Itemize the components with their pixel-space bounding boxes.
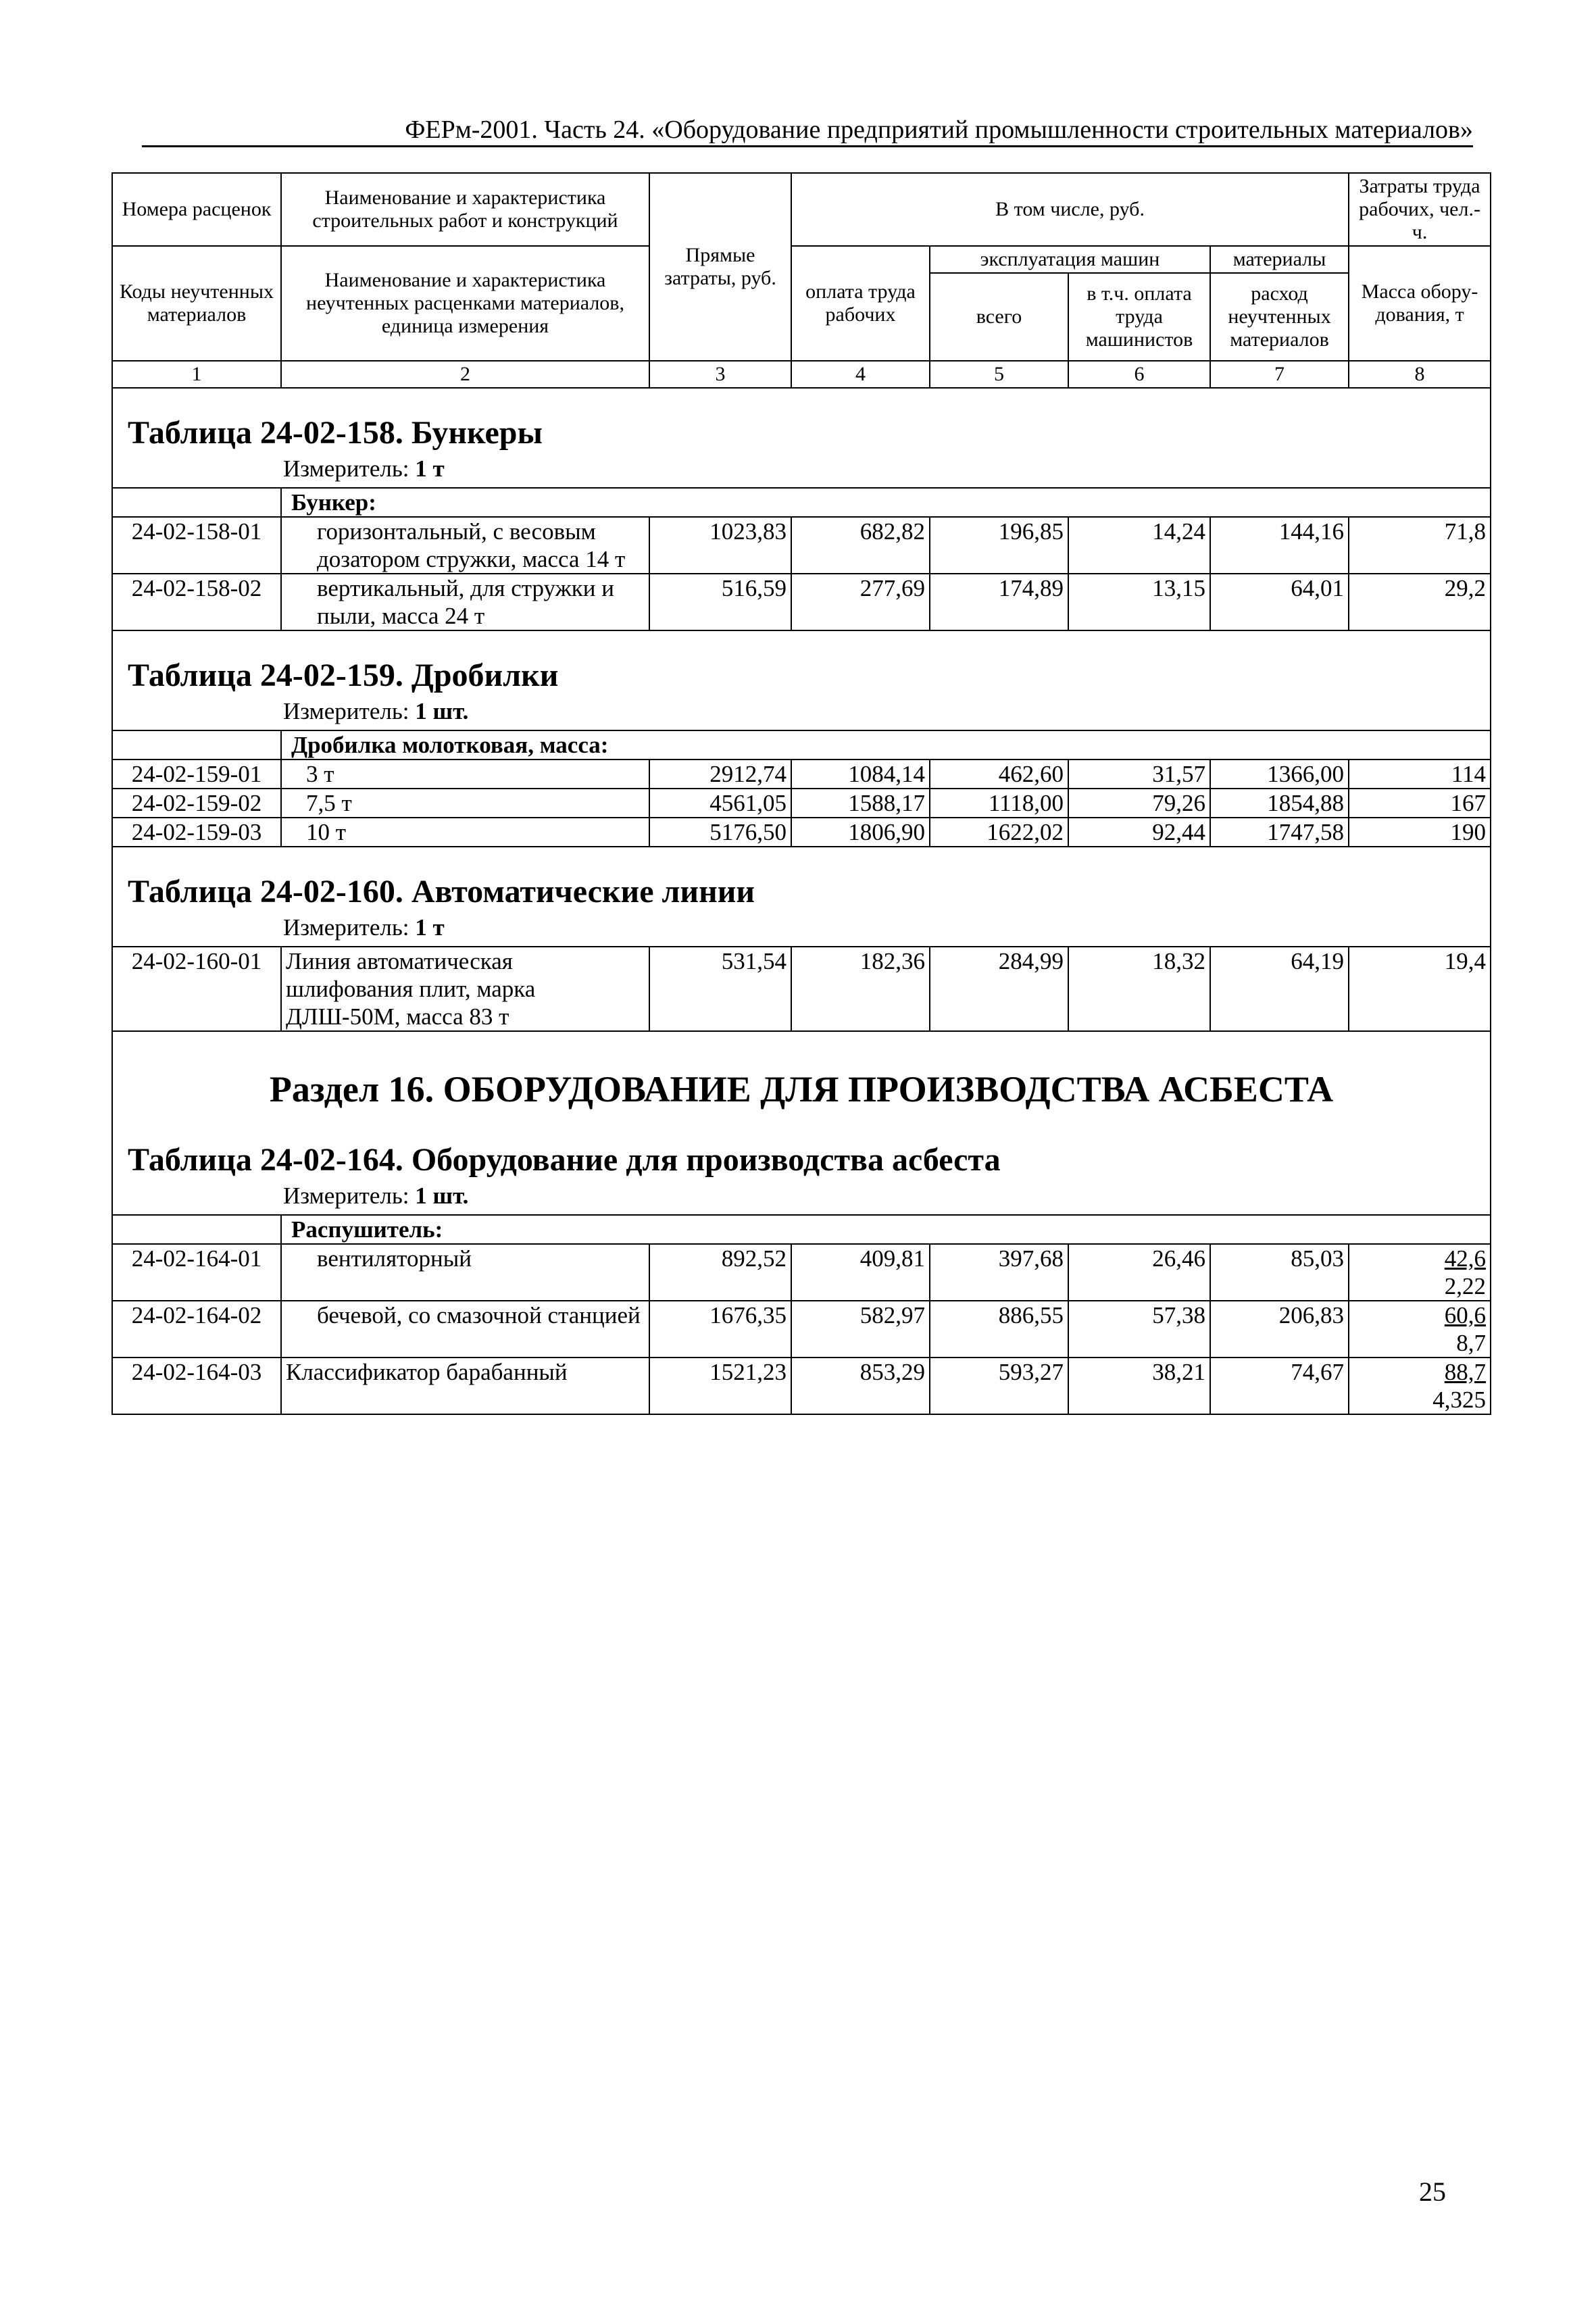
table-row <box>112 517 1491 574</box>
rate-code: 24-02-164-01 <box>112 1244 281 1301</box>
labor-hours: 88,7 <box>1444 1359 1487 1385</box>
materials-cost: 64,19 <box>1210 947 1349 1031</box>
direct-cost: 1521,23 <box>649 1358 791 1414</box>
running-header: ФЕРм-2001. Часть 24. «Оборудование предприятий промышленности строительных материалов» <box>405 116 1473 144</box>
machine-cost: 886,55 <box>930 1301 1068 1358</box>
rate-name: бечевой, со смазочной станцией <box>281 1301 649 1358</box>
table-row <box>112 1244 1491 1301</box>
col1-bottom-header: Коды неучтенных материалов <box>112 246 281 361</box>
machinist-labor-cost: 57,38 <box>1068 1301 1210 1358</box>
table-row <box>112 574 1491 630</box>
estimate-document <box>111 172 1490 1415</box>
labor-hours: 167 <box>1349 789 1491 818</box>
labor-hours: 190 <box>1349 818 1491 847</box>
group-label: Распушитель: <box>281 1215 1491 1244</box>
group-code-cell <box>112 488 281 517</box>
rate-name: вертикальный, для стружки и пыли, масса 24 т <box>281 574 649 630</box>
machine-cost: 174,89 <box>930 574 1068 630</box>
rate-name: 7,5 т <box>281 789 649 818</box>
machine-cost: 1622,02 <box>930 818 1068 847</box>
page-number: 25 <box>1419 2176 1446 2207</box>
col-number: 1 <box>112 361 281 388</box>
labor-hours: 114 <box>1349 760 1491 789</box>
machinist-labor-cost: 26,46 <box>1068 1244 1210 1301</box>
labor-cost: 277,69 <box>791 574 930 630</box>
labor-hours-mass <box>1349 1358 1491 1414</box>
col-number: 6 <box>1068 361 1210 388</box>
machine-cost: 397,68 <box>930 1244 1068 1301</box>
table-row <box>112 947 1491 1031</box>
labor-cost: 1806,90 <box>791 818 930 847</box>
labor-hours-mass <box>1349 1244 1491 1301</box>
rate-name: горизонтальный, с весовым дозатором стружки, масса 14 т <box>281 517 649 574</box>
col-number: 2 <box>281 361 649 388</box>
direct-cost: 2912,74 <box>649 760 791 789</box>
direct-cost: 4561,05 <box>649 789 791 818</box>
col6-header: в т.ч. оплата труда машинистов <box>1068 273 1210 361</box>
col1-top-header: Номера расценок <box>112 173 281 246</box>
table-row <box>112 1301 1491 1358</box>
direct-cost: 516,59 <box>649 574 791 630</box>
measure-unit: Измеритель: 1 шт. <box>283 1183 469 1209</box>
table-159-heading <box>112 630 1491 730</box>
direct-cost: 1023,83 <box>649 517 791 574</box>
materials-cost: 1747,58 <box>1210 818 1349 847</box>
col-number: 8 <box>1349 361 1491 388</box>
rate-code: 24-02-159-01 <box>112 760 281 789</box>
table-158-heading <box>112 388 1491 488</box>
table-160-heading <box>112 847 1491 947</box>
group-label: Бункер: <box>281 488 1491 517</box>
labor-cost: 682,82 <box>791 517 930 574</box>
group-code-cell <box>112 1215 281 1244</box>
group-label: Дробилка молотковая, масса: <box>281 730 1491 760</box>
table-row <box>112 1358 1491 1414</box>
rate-name: 3 т <box>281 760 649 789</box>
machines-header: эксплуатация машин <box>930 246 1210 273</box>
col4-header: оплата труда рабочих <box>791 246 930 361</box>
equipment-mass: 8,7 <box>1456 1330 1487 1356</box>
measure-unit: Измеритель: 1 т <box>283 455 445 482</box>
rate-code: 24-02-164-02 <box>112 1301 281 1358</box>
machinist-labor-cost: 92,44 <box>1068 818 1210 847</box>
labor-cost: 853,29 <box>791 1358 930 1414</box>
rate-name: вентиляторный <box>281 1244 649 1301</box>
materials-cost: 85,03 <box>1210 1244 1349 1301</box>
materials-cost: 64,01 <box>1210 574 1349 630</box>
machine-cost: 196,85 <box>930 517 1068 574</box>
labor-hours: 42,6 <box>1444 1245 1487 1272</box>
col-number: 7 <box>1210 361 1349 388</box>
rate-code: 24-02-164-03 <box>112 1358 281 1414</box>
col-number: 3 <box>649 361 791 388</box>
machinist-labor-cost: 38,21 <box>1068 1358 1210 1414</box>
labor-cost: 409,81 <box>791 1244 930 1301</box>
table-row <box>112 818 1491 847</box>
rate-name: 10 т <box>281 818 649 847</box>
machine-cost: 593,27 <box>930 1358 1068 1414</box>
direct-cost: 5176,50 <box>649 818 791 847</box>
col8-bottom-header: Масса обору-дования, т <box>1349 246 1491 361</box>
col5-header: всего <box>930 273 1068 361</box>
header-rule <box>142 145 1473 147</box>
machinist-labor-cost: 14,24 <box>1068 517 1210 574</box>
equipment-mass: 2,22 <box>1444 1273 1487 1299</box>
estimate-table <box>111 172 1491 1415</box>
measure-unit: Измеритель: 1 т <box>283 914 445 941</box>
rate-code: 24-02-158-01 <box>112 517 281 574</box>
labor-hours: 19,4 <box>1349 947 1491 1031</box>
section-title: Раздел 16. ОБОРУДОВАНИЕ ДЛЯ ПРОИЗВОДСТВА АСБЕСТА <box>269 1069 1334 1110</box>
rate-code: 24-02-158-02 <box>112 574 281 630</box>
col2-bottom-header: Наименование и характеристика неучтенных расценками материалов, единица измерения <box>281 246 649 361</box>
table-row <box>112 760 1491 789</box>
measure-unit: Измеритель: 1 шт. <box>283 698 469 724</box>
incl-header: В том числе, руб. <box>791 173 1349 246</box>
rate-name: Линия автоматическая шлифования плит, марка ДЛШ-50М, масса 83 т <box>281 947 649 1031</box>
materials-header: материалы <box>1210 246 1349 273</box>
col8-top-header: Затраты труда рабочих, чел.-ч. <box>1349 173 1491 246</box>
machinist-labor-cost: 18,32 <box>1068 947 1210 1031</box>
col3-header: Прямые затраты, руб. <box>649 173 791 361</box>
materials-cost: 1854,88 <box>1210 789 1349 818</box>
equipment-mass: 4,325 <box>1432 1387 1487 1413</box>
direct-cost: 1676,35 <box>649 1301 791 1358</box>
materials-cost: 206,83 <box>1210 1301 1349 1358</box>
table-title: Таблица 24-02-164. Оборудование для производства асбеста <box>128 1142 1001 1178</box>
labor-cost: 182,36 <box>791 947 930 1031</box>
col-number: 5 <box>930 361 1068 388</box>
labor-hours: 60,6 <box>1444 1302 1487 1328</box>
labor-cost: 1084,14 <box>791 760 930 789</box>
materials-cost: 144,16 <box>1210 517 1349 574</box>
labor-cost: 1588,17 <box>791 789 930 818</box>
materials-cost: 1366,00 <box>1210 760 1349 789</box>
materials-cost: 74,67 <box>1210 1358 1349 1414</box>
table-title: Таблица 24-02-158. Бункеры <box>128 415 543 451</box>
machinist-labor-cost: 79,26 <box>1068 789 1210 818</box>
machine-cost: 284,99 <box>930 947 1068 1031</box>
table-row <box>112 789 1491 818</box>
labor-hours-mass <box>1349 1301 1491 1358</box>
group-code-cell <box>112 730 281 760</box>
col2-top-header: Наименование и характеристика строительных работ и конструкций <box>281 173 649 246</box>
labor-hours: 71,8 <box>1349 517 1491 574</box>
direct-cost: 531,54 <box>649 947 791 1031</box>
rate-code: 24-02-159-03 <box>112 818 281 847</box>
rate-code: 24-02-160-01 <box>112 947 281 1031</box>
rate-name: Классификатор барабанный <box>281 1358 649 1414</box>
machine-cost: 1118,00 <box>930 789 1068 818</box>
machine-cost: 462,60 <box>930 760 1068 789</box>
machinist-labor-cost: 31,57 <box>1068 760 1210 789</box>
labor-hours: 29,2 <box>1349 574 1491 630</box>
table-164-heading <box>112 1031 1491 1215</box>
col-number: 4 <box>791 361 930 388</box>
labor-cost: 582,97 <box>791 1301 930 1358</box>
machinist-labor-cost: 13,15 <box>1068 574 1210 630</box>
table-title: Таблица 24-02-159. Дробилки <box>128 657 559 693</box>
column-number-row <box>112 361 1491 388</box>
col7-header: расход неучтенных материалов <box>1210 273 1349 361</box>
direct-cost: 892,52 <box>649 1244 791 1301</box>
table-title: Таблица 24-02-160. Автоматические линии <box>128 874 755 910</box>
rate-code: 24-02-159-02 <box>112 789 281 818</box>
